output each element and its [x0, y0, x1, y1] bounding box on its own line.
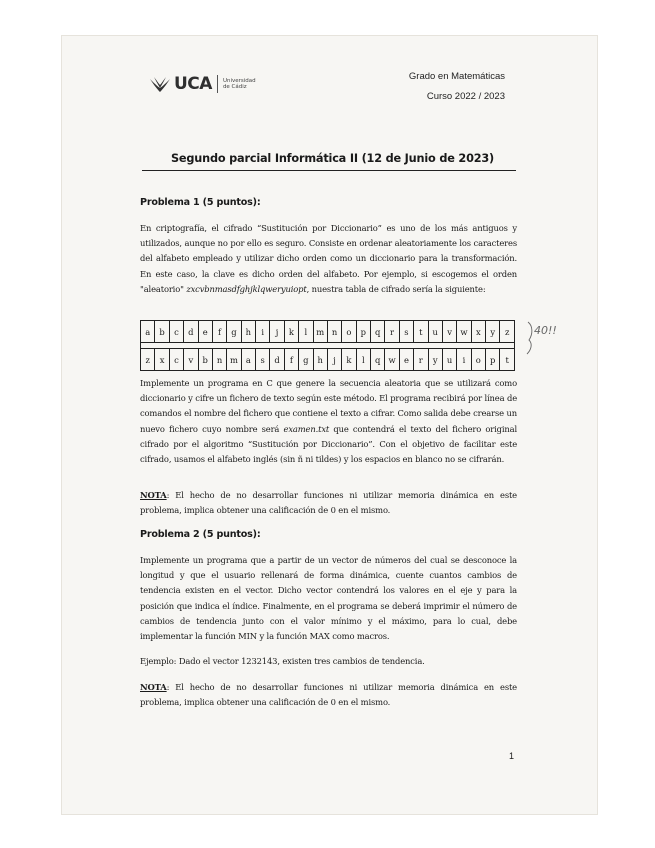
logo-text: UCA [174, 74, 212, 94]
plain-cell: n [327, 321, 341, 343]
page-number: 1 [509, 751, 515, 761]
plain-cell: i [256, 321, 270, 343]
cipher-cell: c [169, 349, 183, 371]
problem2-text: Implemente un programa que a partir de un vector de números del cual se desconoce la longitud y que el usuario rellenará de forma dinámica, cuente cuantos cambios de tendencia existen en el vector. Dicho vector contendrá los valores en el eje y para la posición que indica el índice. Finalmente, en el programa se deberá imprimir el número de cambios de tendencia junto con el valor mínimo y el máximo, para lo cual, debe implementar la función MIN y la función MAX como macros. [140, 555, 517, 642]
plain-cell: w [457, 321, 471, 343]
plain-cell: c [169, 321, 183, 343]
plain-cell: m [313, 321, 327, 343]
cipher-cell: w [385, 349, 399, 371]
plain-cell: s [399, 321, 413, 343]
plain-cell: d [184, 321, 198, 343]
cipher-cell: f [284, 349, 298, 371]
cipher-cell: t [500, 349, 515, 371]
cipher-cell: u [442, 349, 456, 371]
cipher-cell: k [342, 349, 356, 371]
cipher-cell: y [428, 349, 442, 371]
plain-cell: l [299, 321, 313, 343]
plain-cell: e [198, 321, 212, 343]
cipher-cell: e [399, 349, 413, 371]
cipher-table [140, 320, 515, 371]
cipher-cell: o [471, 349, 485, 371]
logo-divider [217, 75, 218, 93]
plain-cell: y [486, 321, 500, 343]
problem2-heading: Problema 2 (5 puntos): [140, 529, 261, 540]
plain-cell: j [270, 321, 284, 343]
cipher-cell: v [184, 349, 198, 371]
degree-label: Grado en Matemáticas [408, 71, 505, 82]
handwritten-score: 40!! [534, 324, 557, 337]
plain-cell: g [227, 321, 241, 343]
cipher-cell: j [327, 349, 341, 371]
cipher-cell: l [356, 349, 370, 371]
cipher-cell: i [457, 349, 471, 371]
plain-cell: f [212, 321, 226, 343]
cipher-cell: b [198, 349, 212, 371]
plain-cell: p [356, 321, 370, 343]
cipher-cell: m [227, 349, 241, 371]
plain-cell: x [471, 321, 485, 343]
university-logo [149, 74, 256, 94]
plain-cell: k [284, 321, 298, 343]
plain-cell: v [442, 321, 456, 343]
plain-cell: r [385, 321, 399, 343]
plain-row [141, 321, 515, 343]
plain-cell: a [141, 321, 155, 343]
cipher-cell: n [212, 349, 226, 371]
cipher-cell: x [155, 349, 169, 371]
handwritten-note [525, 320, 565, 360]
logo-subtitle: Universidad de Cádiz [222, 77, 256, 90]
plain-cell: t [414, 321, 428, 343]
problem2-note: NOTA: El hecho de no desarrollar funciones ni utilizar memoria dinámica en este problema, implica obtener una calificación de 0 en el mismo. [140, 682, 517, 708]
cipher-cell: h [313, 349, 327, 371]
cipher-cell: r [414, 349, 428, 371]
page-title: Segundo parcial Informática II (12 de Junio de 2023) [171, 152, 495, 165]
problem1-task: Implemente un programa en C que genere la secuencia aleatoria que se utilizará como diccionario y cifre un fichero de texto según este método. El programa recibirá por línea de comandos el nombre del fichero que contiene el texto a cifrar. Como salida debe crearse un nuevo fichero cuyo nombre será examen.txt que contendrá el texto del fichero original cifrado por el algoritmo “Sustitución por Diccionario”. Con el objetivo de facilitar este cifrado, usamos el alfabeto inglés (sin ñ ni tildes) y los espacios en blanco no se cifrarán. [140, 378, 517, 465]
cipher-cell: q [371, 349, 385, 371]
plain-cell: o [342, 321, 356, 343]
cipher-cell: d [270, 349, 284, 371]
problem1-note: NOTA: El hecho de no desarrollar funciones ni utilizar memoria dinámica en este problema, implica obtener una calificación de 0 en el mismo. [140, 490, 517, 516]
cipher-cell: g [299, 349, 313, 371]
title-underline [142, 170, 516, 171]
plain-cell: b [155, 321, 169, 343]
plain-cell: u [428, 321, 442, 343]
uca-emblem-icon [149, 75, 171, 93]
problem1-heading: Problema 1 (5 puntos): [140, 197, 261, 208]
output-filename: examen.txt [283, 423, 330, 434]
cipher-cell: a [241, 349, 255, 371]
cipher-cell: p [486, 349, 500, 371]
plain-cell: q [371, 321, 385, 343]
cipher-key: zxcvbnmasdfghjklqweryuiopt [186, 283, 307, 294]
cipher-row [141, 349, 515, 371]
problem2-example: Ejemplo: Dado el vector 1232143, existen tres cambios de tendencia. [140, 656, 425, 666]
course-label: Curso 2022 / 2023 [426, 91, 505, 102]
plain-cell: z [500, 321, 515, 343]
plain-cell: h [241, 321, 255, 343]
problem1-intro: En criptografía, el cifrado “Sustitución por Diccionario” es uno de los más antiguos y utilizados, aunque no por ello es seguro. Consiste en ordenar aleatoriamente los caracteres del alfabeto empleado y utilizar dicho orden como un diccionario para la transformación. En este caso, la clave es dicho orden del alfabeto. Por ejemplo, si escogemos el orden "aleatorio" zxcvbnmasdfghjklqweryuiopt, nuestra tabla de cifrado sería la siguiente: [140, 223, 517, 294]
cipher-cell: z [141, 349, 155, 371]
cipher-cell: s [256, 349, 270, 371]
